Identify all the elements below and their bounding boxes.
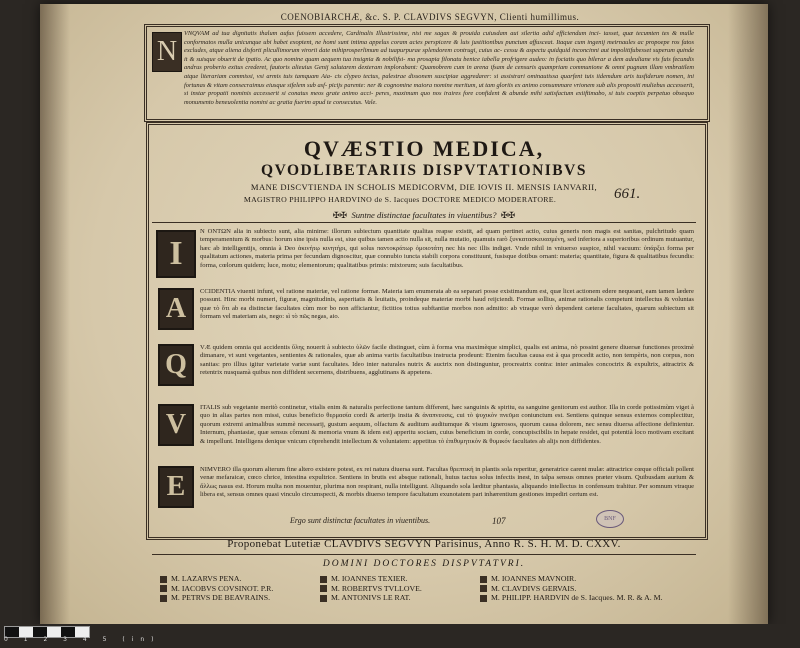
dedication-line: cessu & aspectu quidquid inconcinni aut impolitifubesset superum quinde it & suisque obuerit de ipatio. Ac quo nomine quam aequem tua insignia & nobilifsi- <box>184 47 694 63</box>
dedication-line: VNQVAM ad tua dignitatis thalum aufus fuissem accedere, Cardinalis Illustrissime, nisi me sagax & prouida cuiusdam aui silertia adid efficiendum inci- <box>184 30 601 37</box>
question-text: Suntne distinctae facultates in viuentibus? <box>351 210 497 220</box>
paragraph-initial: V <box>158 404 194 446</box>
title-divider <box>152 222 696 223</box>
paragraph-4: ITALIS sub vegetante meritò continetur, vitalis enim & naturalis perfectione tantum different, hæc sanguinis & spiritu, ea sanguine genitorum est author. Illa in corde potissimùm viget à quo in alias partes non missi, cuius beneficio θερμασία cordi & arterijs insita & ἀναπνευσις, cui τὸ ψυχικὸν πνεῦμα coniunctum est. Sentiens quinque sensus externos complectitur, quorum extremi animalibus summè necessarij, gustum aequum, olfactum & auditum auditumque & visum ignerosos, quorum causa dolorem, nec sensu diuersa affectione definientur. Internum, phantasiæ, quæ sensus cômuni & memoria vnum & idem est) apperitu sociam, cuius beneficium in corde, concupiscibilis in hepate residet, qui potentià loco motivam excitant & impellunt. Intelligens denique vnicum cöprehendit intellectum & voluntatem: appetitus τὸ ἐπιθυμητικόν & θυμικόν facultates ab alijs non diffidentes. <box>200 404 694 445</box>
dedication-initial: N <box>152 32 182 72</box>
doctor-entry: M. IOANNES MAVNOIR. <box>480 574 663 584</box>
conclusion-text: Ergo sunt distinctæ facultates in viuentibus. <box>290 516 431 525</box>
paragraph-2: CCIDENTIA viuenti infunt, vel ratione materiæ, vel ratione formæ. Materia iam enumerata ab ea separari posse existimandum est, quæ licet actionem edere nequeant, eam tamen lædere possunt. Hinc morbi numeri, figuræ, magnitudinis, asperitatis & leuitatis, proindeque materiæ morbi haud reijciendi. Formæ sollius, animæ rationalis competunt intellectus & voluntas quæ τὸ ὅτι ab ea distinctæ facultates cùm mor bo non afficiantur, fictitios totius subftantiæ morbos non admitto: ab vtraque verò dependent cæteræ facultates, quarum subiectum sit formam vel materiam ais, nego: sì τὸ πῶς negas, aio. <box>200 288 694 321</box>
paragraph-initial: A <box>158 288 194 330</box>
library-stamp: BNF <box>596 510 624 528</box>
doctor-entry: M. PETRVS DE BEAVRAINS. <box>160 593 273 603</box>
doctor-entry: M. IOANNES TEXIER. <box>320 574 422 584</box>
page-shadow-left <box>40 4 70 624</box>
dedication-line: picijs parente: ner & cognomine maiora nomine meritum, ut tam gloriis ex animo consummare vrionem sub alis propositi muliebus accesserit, si instar propatii nominis accesserit si conatus meos grate animo acci- <box>184 81 694 98</box>
fleuron-left: ✠✠ <box>332 210 348 220</box>
paragraph-5: NIMVERO illa quorum alterum fine altero existere potest, ex rei natura diuersa sunt. Facultas θρεπτική in plantis sola reperitur, generatrice carent mulæ: attractrice cœque officiali pollent venæ mefaraicæ, cœco chrice, intestina expultrice. Sentiens in brutis est absque rationali, huius tactus solus infectis inest, in talpa sensus omnes præter visum. Quibusdam aurium & ἄλλως nasus est. Horum multa non mouentur, plurima non respirant, nulla intelligunt. Aliquando sola læditur phantasia, aliquando intellectus in confensum trahitur. Per somnum vtraque libera est, sensus omnes quasi vinculo circumspecti, & morbis diuerso tempore facultatum exunotatem pari inhærentium gestiones impediri certum est. <box>200 466 694 499</box>
doctor-entry: M. ANTONIVS LE RAT. <box>320 593 422 603</box>
scale-ruler <box>0 624 800 648</box>
bullet-icon <box>320 585 327 592</box>
handwritten-number: 661. <box>614 186 641 202</box>
paragraph-3: VÆ quidem omnia qui accidentis ὕλης nouerit à subiecto ὑλῶν facile distinguet, cùm à forma vna maximèque simplici, qualis est anima, nò possint genere diuersæ functiones proximè dimanare, vt sunt vegetantes, sentientes & rationales, quæ ab anima variis facultatibus instructa prodeunt: Etenim facultas causa est à qua procedit actio, non tempèris, non corpus, non sanitas: pro illius igitur varietate variæ sunt facultates. Ideo inter naturales nutrix & auctrix non distinguntur, procreatrix contra: inter animales concoctrix & expultrix, attractrix & retentrix nusquamà quibus non diffident secernens, distribuens, agglutinans & appetens. <box>200 344 694 377</box>
paragraph-initial: E <box>158 466 194 508</box>
thesis-question <box>150 210 698 221</box>
paragraph-initial: Q <box>158 344 194 386</box>
proponebat-line: Proponebat Lutetiæ CLAVDIVS SEGVYN Parisinus, Anno R. S. H. M. D. CXXV. <box>227 538 621 550</box>
doctor-entry: M. LAZARVS PENA. <box>160 574 273 584</box>
bullet-icon <box>160 585 167 592</box>
dedication-line: ma prosapia filonatu benice iabella profrigere audeo: in fociatis quo bilerar a dem adeuliane vis fuis fecundis andrus proberio exitus crederet, fautoris alieuius Genij salutarem <box>184 55 694 72</box>
bullet-icon <box>320 595 327 602</box>
dedication-line: peres, maximum quo nos iraires fore confident & abunde mihi satisfactum exiiftimabo, si tuis coeptis perpetuo obsequo monumento beneuolentia nomini ac gratia fuerim apud te consecutus. Vale. <box>184 90 694 106</box>
dedication-line: cis clypeo tectus, palestrae dissonem suscipiae aggredarer: si assistrari ominautissa quarfent tuis iidemdum aris tusfiderum nomen, ini fortunas & vitam consecraimus eiusque sifelem sub asf- <box>184 72 694 89</box>
fleuron-right: ✠✠ <box>500 210 516 220</box>
running-header: COENOBIARCHÆ, &c. S. P. CLAVDIVS SEGVYN, Clienti humillimus. <box>280 12 580 22</box>
dedication-text <box>184 30 694 107</box>
doctores-title: DOMINI DOCTORES DISPVTATVRI. <box>322 559 526 569</box>
bullet-icon <box>160 595 167 602</box>
doctor-entry: M. ROBERTVS TVLLOVE. <box>320 584 422 594</box>
page-shadow-right <box>728 4 768 624</box>
dedication-line: dexteram implorabant: Quamobrem cum in arena ifsam de censuris quampriam communione & omni pugnam illam vmbratilem atque literariam commissi, vsi armis tuis tamquam Aia- <box>184 64 694 80</box>
ruler-label: 0 1 2 3 4 5 (in) <box>4 636 161 643</box>
dedication-line: tasset, quæ tecumten tes & mulle conformatos mulla unicunque ubi habet exoptent, ne homi sunt intima appelus coram acies perspicere & luis justitionibus punctum affusceat. <box>184 30 694 46</box>
doctor-entry: M. IACOBVS COVSINOT. P.R. <box>160 584 273 594</box>
bullet-icon <box>320 576 327 583</box>
proponebat-divider <box>152 554 696 555</box>
bullet-icon <box>480 585 487 592</box>
doctores-column-3 <box>480 574 663 603</box>
thesis-moderator-line: MAGISTRO PHILIPPO HARDVINO de S. Iacques DOCTORE MEDICO MODERATORE. <box>243 195 557 204</box>
document-page <box>40 4 768 624</box>
handwritten-page-number: 107 <box>492 516 506 526</box>
bullet-icon <box>480 595 487 602</box>
bullet-icon <box>160 576 167 583</box>
doctores-column-2 <box>320 574 422 603</box>
doctor-entry: M. CLAVDIVS GERVAIS. <box>480 584 663 594</box>
doctor-entry: M. PHILIPP. HARDVIN de S. Iacques. M. R. & A. M. <box>480 593 663 603</box>
dedication-line: Itaque cum ingenij meirnaules ac propoepe ros fatos excludes, atque aliena disforti plicullimorum virorii date mihiprosperlimum ad tuapurpurae splendorem contrugi, cuius ac- <box>184 38 694 55</box>
thesis-title: QVÆSTIO MEDICA, <box>303 136 545 161</box>
paragraph-initial: I <box>156 230 196 278</box>
thesis-date-line: MANE DISCVTIENDA IN SCHOLIS MEDICORVM, DIE IOVIS II. MENSIS IANVARII, <box>250 182 598 192</box>
thesis-subtitle: QVODLIBETARIIS DISPVTATIONIBVS <box>261 162 587 179</box>
doctores-column-1 <box>160 574 273 603</box>
paragraph-1: N ONTΩN alia in subiecto sunt, alia minime: illorum subiectum quantitate qualitas reapse existit, ad quam pertinet actio, cuius generis non magis est sanitas, pulchritudo quam temperamentum & morbus: horum sine ipsis nulla est, siue quibus tamen actio nulla sit, nulla mutatio, quamuis rarò ξυνκατασκευασμένη, sed inferiora a superioribus ordinum mutuantur, hæc ab intelligentijs, omnia à Deo ἀκινήτῳ κινητήρι, qui solus παντοκράτωρ ὁμοιοτάτη nec his nec illis indiget. Vnde nihil in vniuerso suspice, nihil vacuum: ὑπάρξει forma per qualitatum actiones, materia prima per fecundam dignoscitur, quæ connubio iuncta stabili corpora constituunt, fusisque dotibus ornant: materia; quantitate, figura & qualitatibus fecundis: forma, cœlorum quidem; luce, motu; elementorum; qualitatibus primis: mixtorum; suis facultatibus. <box>200 228 694 269</box>
bullet-icon <box>480 576 487 583</box>
